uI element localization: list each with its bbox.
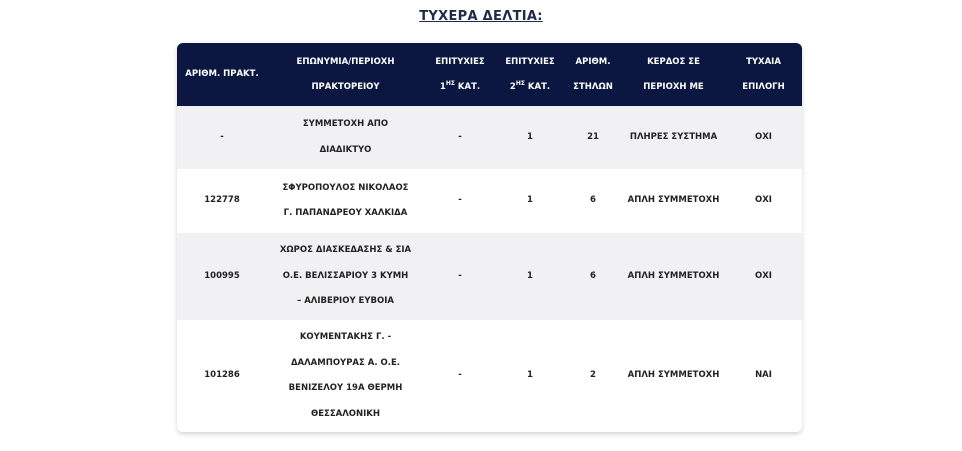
page-title: ΤΥΧΕΡΑ ΔΕΛΤΙΑ: [419, 9, 543, 24]
cell-agency-name-line: ΘΕΣΣΑΛΟΝΙΚΗ [310, 408, 380, 419]
cell-agency-name [267, 106, 424, 169]
cell-win-mode: ΑΠΛΗ ΣΥΜΜΕΤΟΧΗ [627, 370, 720, 381]
cell-second-category: 1 [527, 131, 533, 142]
header-agency-number [177, 43, 267, 106]
table-header [177, 43, 802, 106]
header-columns [564, 43, 622, 106]
cell-agency-name-line: ΧΩΡΟΣ ΔΙΑΣΚΕΔΑΣΗΣ & ΣΙΑ [279, 245, 412, 256]
header-first-category-line1: ΕΠΙΤΥΧΙΕΣ [435, 56, 485, 67]
header-second-category-line1: ΕΠΙΤΥΧΙΕΣ [505, 56, 555, 67]
header-win-mode [622, 43, 725, 106]
cell-first-category: - [458, 131, 462, 142]
cell-agency-name-line: ΒΕΝΙΖΕΛΟΥ 19Α ΘΕΡΜΗ [288, 383, 403, 393]
header-first-category-num: 1 [439, 81, 446, 92]
header-agency-name [267, 43, 424, 106]
cell-agency-name-line: Ο.Ε. ΒΕΛΙΣΣΑΡΙΟΥ 3 ΚΥΜΗ [282, 270, 409, 281]
cell-random-pick: ΝΑΙ [755, 370, 772, 381]
header-columns-line2: ΣΤΗΛΩΝ [573, 81, 613, 92]
header-row [177, 43, 802, 106]
cell-second-category: 1 [527, 270, 533, 281]
cell-first-category: - [458, 270, 462, 281]
table-row [177, 169, 802, 233]
header-columns-line1: ΑΡΙΘΜ. [575, 56, 611, 67]
cell-agency-name-line: ΣΦΥΡΟΠΟΥΛΟΣ ΝΙΚΟΛΑΟΣ [282, 182, 409, 193]
table-row [177, 233, 802, 320]
cell-agency-name-line: ΣΥΜΜΕΤΟΧΗ ΑΠΟ [302, 119, 389, 129]
cell-agency-number: 122778 [204, 195, 240, 206]
cell-random-pick: ΟΧΙ [755, 270, 772, 281]
winning-tickets-table [177, 43, 802, 432]
header-second-category [496, 43, 564, 106]
cell-columns: 21 [587, 131, 599, 142]
cell-random-pick: ΟΧΙ [755, 131, 772, 142]
cell-columns: 6 [590, 270, 596, 281]
cell-win-mode: ΑΠΛΗ ΣΥΜΜΕΤΟΧΗ [627, 270, 720, 281]
cell-columns: 2 [590, 370, 596, 381]
header-random-pick-line2: ΕΠΙΛΟΓΗ [742, 81, 785, 92]
cell-second-category: 1 [527, 195, 533, 206]
cell-first-category: - [458, 195, 462, 206]
header-first-category-tail: ΚΑΤ. [457, 81, 481, 92]
cell-random-pick: ΟΧΙ [755, 195, 772, 206]
header-second-category-sup: ΗΣ [515, 79, 525, 87]
header-first-category [424, 43, 496, 106]
cell-win-mode: ΠΛΗΡΕΣ ΣΥΣΤΗΜΑ [629, 131, 718, 142]
cell-win-mode: ΑΠΛΗ ΣΥΜΜΕΤΟΧΗ [627, 195, 720, 206]
header-second-category-num: 2 [509, 81, 516, 92]
header-second-category-tail: ΚΑΤ. [527, 81, 551, 92]
cell-agency-number: 101286 [204, 370, 240, 381]
cell-agency-name-line: ΔΑΛΑΜΠΟΥΡΑΣ Α. Ο.Ε. [290, 357, 401, 368]
cell-agency-name [267, 169, 424, 233]
table-row [177, 320, 802, 432]
cell-agency-name-line: ΚΟΥΜΕΝΤΑΚΗΣ Γ. - [299, 332, 392, 342]
cell-agency-name [267, 320, 424, 432]
cell-agency-name [267, 233, 424, 320]
cell-agency-name-line: Γ. ΠΑΠΑΝΔΡΕΟΥ ΧΑΛΚΙΔΑ [283, 208, 408, 218]
cell-columns: 6 [590, 195, 596, 206]
table-body [177, 106, 802, 432]
header-random-pick [725, 43, 802, 106]
header-agency-name-line2: ΠΡΑΚΤΟΡΕΙΟΥ [311, 81, 380, 92]
cell-first-category: - [458, 370, 462, 381]
header-win-mode-line1: ΚΕΡΔΟΣ ΣΕ [647, 56, 700, 67]
header-win-mode-line2: ΠΕΡΙΟΧΗ ΜΕ [643, 81, 704, 92]
header-agency-number-text: ΑΡΙΘΜ. ΠΡΑΚΤ. [185, 69, 259, 79]
cell-agency-number: - [220, 131, 224, 142]
table-row [177, 106, 802, 169]
cell-agency-name-line: – ΑΛΙΒΕΡΙΟΥ ΕΥΒΟΙΑ [297, 296, 394, 307]
cell-agency-number: 100995 [204, 270, 240, 281]
header-agency-name-line1: ΕΠΩΝΥΜΙΑ/ΠΕΡΙΟΧΗ [296, 56, 395, 67]
header-first-category-sup: ΗΣ [445, 79, 455, 87]
header-random-pick-line1: ΤΥΧΑΙΑ [746, 56, 781, 67]
cell-agency-name-line: ΔΙΑΔΙΚΤΥΟ [319, 144, 372, 155]
cell-second-category: 1 [527, 370, 533, 381]
